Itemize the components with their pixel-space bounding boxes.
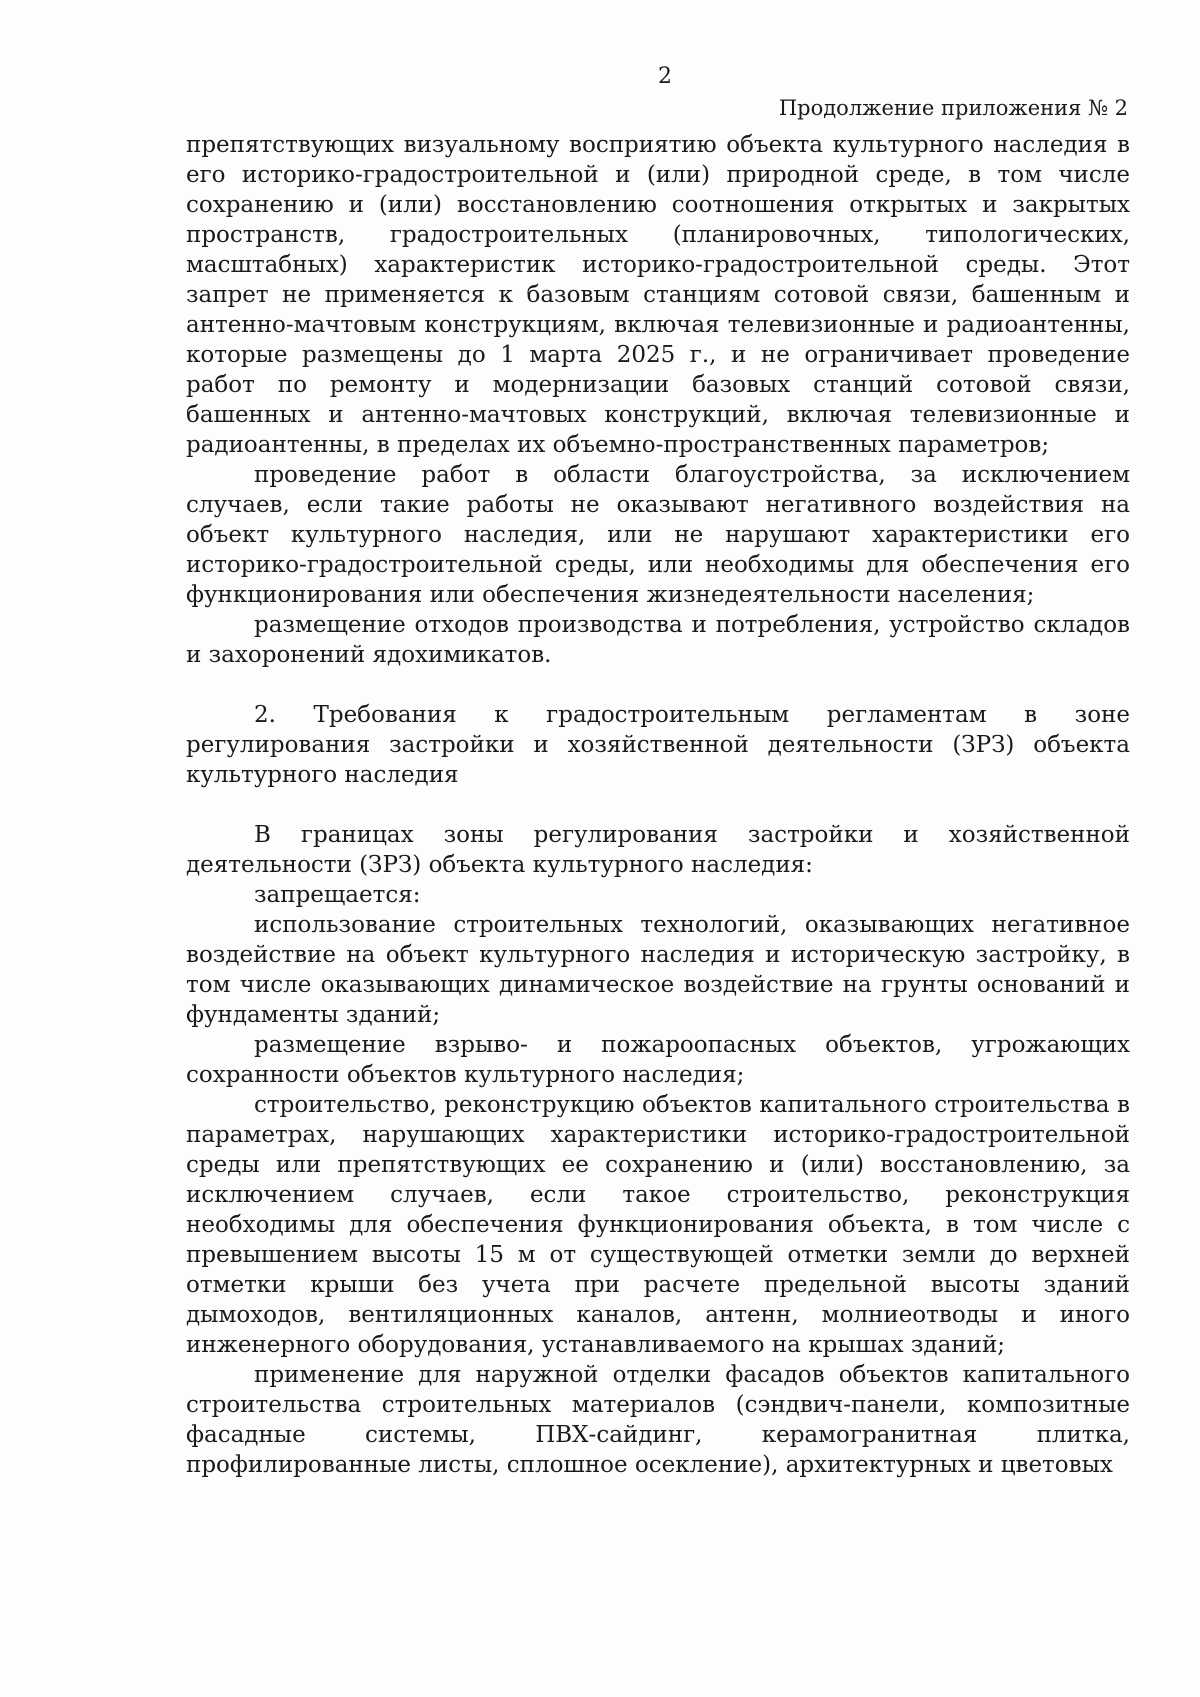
section-heading-2: 2. Требования к градостроительным регламентам в зоне регулирования застройки и хозяйственной деятельности (ЗРЗ) объекта культурного наследия bbox=[186, 702, 1130, 788]
paragraph-waste: размещение отходов производства и потребления, устройство складов и захоронений ядохимикатов. bbox=[186, 612, 1130, 668]
document-body bbox=[186, 130, 1130, 1480]
paragraph-facade-materials: применение для наружной отделки фасадов объектов капитального строительства строительных материалов (сэндвич-панели, композитные фасадные системы, ПВХ-сайдинг, керамогранитная плитка, профилированные листы, сплошное осекление), архитектурных и цветовых bbox=[186, 1362, 1130, 1478]
paragraph-zone-intro: В границах зоны регулирования застройки и хозяйственной деятельности (ЗРЗ) объекта культурного наследия: bbox=[186, 822, 1130, 878]
paragraph-hazardous-objects: размещение взрыво- и пожароопасных объектов, угрожающих сохранности объектов культурного наследия; bbox=[186, 1032, 1130, 1088]
page-number: 2 bbox=[658, 64, 672, 89]
paragraph-landscaping: проведение работ в области благоустройства, за исключением случаев, если такие работы не оказывают негативного воздействия на объект культурного наследия, или не нарушают характеристики его историко-градостроительной среды, или необходимы для обеспечения его функционирования или обеспечения жизнедеятельности населения; bbox=[186, 462, 1130, 608]
paragraph-construction: строительство, реконструкцию объектов капитального строительства в параметрах, нарушающих характеристики историко-градостроительной среды или препятствующих ее сохранению и (или) восстановлению, за исключением случаев, если такое строительство, реконструкция необходимы для обеспечения функционирования объекта, в том числе с превышением высоты 15 м от существующей отметки земли до верхней отметки крыши без учета при расчете предельной высоты зданий дымоходов, вентиляционных каналов, антенн, молниеотводы и иного инженерного оборудования, устанавливаемого на крышах зданий; bbox=[186, 1092, 1130, 1358]
paragraph-restriction-visual: препятствующих визуальному восприятию объекта культурного наследия в его историко-градостроительной и (или) природной среде, в том числе сохранению и (или) восстановлению соотношения открытых и закрытых пространств, градостроительных (планировочных, типологических, масштабных) характеристик историко-градостроительной среды. Этот запрет не применяется к базовым станциям сотовой связи, башенным и антенно-мачтовым конструкциям, включая телевизионные и радиоантенны, которые размещены до 1 марта 2025 г., и не ограничивает проведение работ по ремонту и модернизации базовых станций сотовой связи, башенных и антенно-мачтовых конструкций, включая телевизионные и радиоантенны, в пределах их объемно-пространственных параметров; bbox=[186, 132, 1130, 458]
paragraph-technologies: использование строительных технологий, оказывающих негативное воздействие на объект культурного наследия и историческую застройку, в том числе оказывающих динамическое воздействие на грунты оснований и фундаменты зданий; bbox=[186, 912, 1130, 1028]
appendix-continuation-label: Продолжение приложения № 2 bbox=[778, 96, 1128, 120]
paragraph-prohibited-label: запрещается: bbox=[254, 882, 421, 908]
